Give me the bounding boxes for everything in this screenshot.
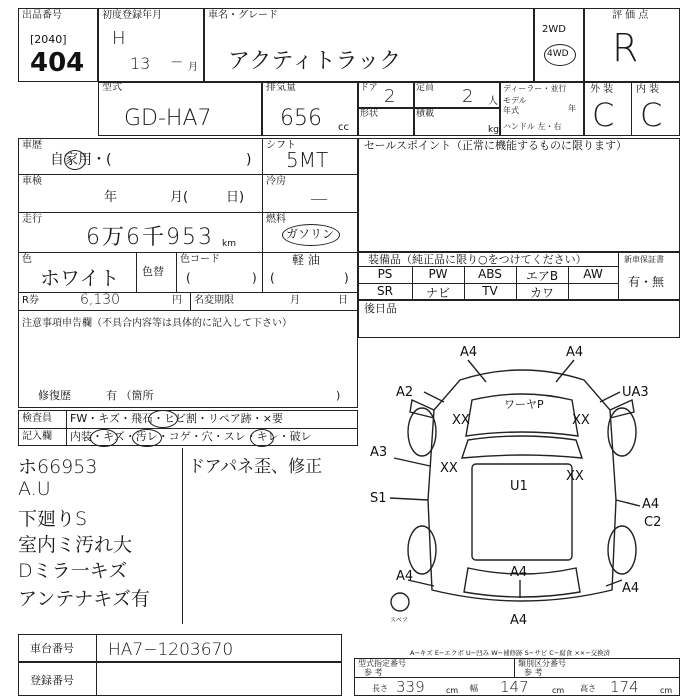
mark-a3: A3: [370, 445, 388, 460]
month-suffix: 月: [188, 62, 198, 73]
inspector-note-3: 下廻りS: [18, 508, 88, 530]
capacity-value: 2: [462, 86, 474, 107]
mark-u1: U1: [510, 479, 528, 494]
int-grade: C: [640, 96, 663, 134]
recycle-label: R券: [22, 295, 39, 306]
history-value: 自家用・(: [50, 152, 112, 168]
inspector-circle-3: [132, 429, 162, 447]
col-line-colorcode: [176, 252, 177, 292]
height-value: 174: [610, 678, 639, 696]
door-label: ドア: [360, 83, 378, 93]
equip-leather: カワ: [529, 286, 554, 300]
width-unit: cm: [552, 686, 565, 695]
cooler-value: —: [310, 188, 328, 209]
inspector-row-1: FW・キズ・飛石・ヒビ割・リペア跡・×要: [70, 412, 283, 425]
name-limit-month: 月: [290, 295, 300, 306]
inspector-note-1: ホ66953: [18, 456, 98, 478]
notes-label: 注意事項申告欄（不具合内容等は具体的に記入して下さい）: [22, 318, 292, 329]
capacity-unit: 人: [488, 96, 498, 107]
fuel-paren-close: ): [344, 271, 349, 285]
width-label: 幅: [470, 684, 478, 693]
length-label: 長さ: [372, 684, 388, 693]
fuel-paren-open: (: [270, 271, 275, 285]
lot-label: 出品番号: [22, 10, 62, 21]
dims-divider: [514, 658, 515, 677]
inspector-note-2: A.U: [18, 478, 51, 500]
model-label: 車名・グレード: [208, 10, 278, 21]
inspection-year: 年: [104, 190, 118, 205]
height-label: 高さ: [580, 684, 596, 693]
equipment-warranty-divider: [618, 252, 619, 300]
int-label: 内 装: [636, 84, 660, 95]
spare-label: スペア: [390, 617, 409, 624]
category-label: 類別区分番号: [518, 659, 566, 668]
ext-grade: C: [592, 96, 615, 134]
inspector-label-2: 記入欄: [22, 431, 52, 442]
mark-front-right: A4: [566, 345, 584, 360]
fuel-value: ガソリン: [286, 227, 335, 241]
lot-sub: [2040]: [30, 33, 67, 46]
diagram-legend: A−キズ E−エクボ U−凹み W−補修跡 S−サビ C−腐食 ××−交換済: [410, 649, 611, 657]
mark-a2: A2: [396, 385, 414, 400]
repair-label: 修復歴: [38, 389, 71, 402]
aftermarket-box: [358, 300, 680, 338]
color-change-label: 色替: [142, 265, 164, 278]
year-unit: 年: [568, 104, 576, 113]
inspection-day: 日): [226, 190, 245, 205]
length-value: 339: [396, 678, 425, 696]
repair-close: ): [336, 389, 341, 402]
mileage-unit: km: [222, 239, 236, 249]
disp-label: 排気量: [266, 82, 296, 93]
repair-value: 有 （箇所: [106, 389, 154, 402]
equip-airbag: エアB: [525, 269, 559, 283]
drive-2wd: 2WD: [542, 24, 566, 35]
row-line-4: [18, 292, 358, 293]
shift-label: シフト: [266, 140, 296, 151]
capacity-label: 定員: [416, 83, 435, 93]
equip-sr: SR: [377, 284, 393, 298]
dealer-label: ディーラー・並行: [503, 84, 567, 93]
mark-wiper: ワーヤP: [504, 398, 544, 411]
inspector-mid: [18, 428, 358, 429]
history-label: 車歴: [22, 140, 42, 151]
model-year-label: モデル 年式: [503, 96, 527, 115]
grade-label: 評 価 点: [612, 10, 649, 21]
name-limit-day: 日: [338, 295, 348, 306]
inspector-circle-1: [148, 410, 178, 428]
fuel-circle: [282, 224, 340, 246]
mark-a4-right: A4: [642, 497, 660, 512]
col-line-namelimit: [190, 292, 191, 310]
width-value: 147: [500, 678, 529, 696]
mileage-value: 6万6千953: [86, 225, 214, 250]
first-reg-label: 初度登録年月: [102, 10, 162, 21]
color-paren-open: (: [186, 271, 191, 285]
mark-a4-bed: A4: [510, 565, 528, 580]
row-line-1: [18, 174, 358, 175]
drive-4wd: 4WD: [547, 49, 569, 59]
mark-c2: C2: [644, 515, 662, 530]
designation-label: 型式指定番号: [358, 659, 406, 668]
equip-ps: PS: [377, 267, 393, 281]
row-line-2: [18, 212, 358, 213]
inspector-note-right: ドアパネ歪、修正: [188, 457, 323, 477]
name-limit-label: 名変期限: [194, 295, 234, 306]
recycle-unit: 円: [172, 295, 182, 306]
inspector-vertical-rule: [182, 448, 183, 624]
inspector-note-5: Dミラ一キズ: [18, 560, 128, 582]
car-diagram: [360, 340, 690, 630]
chassis-label: 車台番号: [30, 642, 74, 655]
inspector-note-4: 室内ミ汚れ大: [18, 534, 133, 556]
type-value: GD-HA7: [124, 106, 212, 131]
color-paren-close: ): [252, 271, 257, 285]
inspector-note-6: アンテナキズ有: [18, 588, 150, 610]
ext-label: 外 装: [590, 84, 614, 95]
door-value: 2: [384, 86, 396, 107]
mark-a4-rear-right: A4: [622, 581, 640, 596]
mark-a4-rear-left: A4: [396, 569, 414, 584]
col-line-shift: [262, 138, 263, 292]
inspector-circle-4: [250, 429, 274, 447]
mileage-label: 走行: [22, 214, 42, 225]
load-label: 積載: [416, 109, 435, 119]
aftermarket-label: 後日品: [364, 302, 397, 315]
inspector-circle-2: [90, 429, 118, 447]
equipment-label: 装備品（純正品に限り○をつけてください）: [368, 253, 587, 266]
disp-value: 656: [280, 106, 322, 131]
mark-front-left: A4: [460, 345, 478, 360]
year: 13: [130, 54, 151, 73]
mark-a4-bottom: A4: [510, 613, 528, 628]
inspector-label-1: 検査員: [22, 413, 52, 424]
era: H: [112, 28, 126, 49]
mark-xx-upper-right: XX: [572, 413, 590, 428]
history-close: ): [246, 152, 252, 168]
inspector-divider: [66, 410, 67, 446]
row-line-5: [18, 310, 358, 311]
ext-int-divider: [631, 82, 632, 136]
sales-label: セールスポイント（正常に機能するものに限ります）: [364, 139, 628, 152]
equip-pw: PW: [428, 267, 448, 281]
handle-label: ハンドル 左・右: [503, 122, 562, 131]
reg-label: 登録番号: [30, 674, 74, 687]
cooler-label: 冷房: [266, 176, 286, 187]
history-circle: [64, 150, 86, 170]
equip-aw: AW: [583, 267, 603, 281]
category-ref: 参 考: [524, 668, 543, 677]
length-unit: cm: [446, 686, 459, 695]
inspection-month: 月(: [170, 190, 189, 205]
lot-number: 404: [30, 48, 85, 78]
mark-xx-upper-left: XX: [452, 413, 470, 428]
fuel-alt: 軽 油: [292, 253, 320, 267]
color-value: ホワイト: [40, 266, 120, 290]
type-label: 型式: [102, 82, 122, 93]
equip-tv: TV: [482, 284, 498, 298]
warranty-label: 新車保証書: [624, 255, 664, 264]
sales-box: [358, 138, 680, 252]
fuel-label: 燃料: [266, 214, 286, 225]
height-unit: cm: [660, 686, 673, 695]
warranty-value: 有・無: [628, 275, 665, 289]
mark-xx-mid-right: XX: [566, 469, 584, 484]
grade-value: R: [612, 26, 639, 70]
inspector-row-2: 内装・キズ・汚レ・コゲ・穴・スレ・キレ・破レ: [70, 430, 312, 443]
inspection-label: 車検: [22, 176, 42, 187]
color-label: 色: [22, 254, 32, 265]
equip-abs: ABS: [478, 267, 502, 281]
col-line-colorchange: [136, 252, 137, 292]
mark-s1: S1: [370, 491, 387, 506]
color-code-label: 色コード: [180, 254, 220, 265]
mark-xx-mid-left: XX: [440, 461, 458, 476]
disp-unit: cc: [338, 122, 349, 133]
designation-ref: 参 考: [364, 668, 383, 677]
car-name: アクティトラック: [228, 49, 402, 74]
month-dash: −: [170, 52, 184, 71]
recycle-value: 6,130: [80, 292, 121, 308]
mark-ua3: UA3: [622, 385, 649, 400]
shape-label: 形状: [360, 109, 379, 119]
chassis-value: HA7−1203670: [108, 640, 234, 660]
load-unit: kg: [488, 125, 499, 135]
equip-navi: ナビ: [425, 286, 450, 300]
shift-value: 5MT: [286, 148, 329, 172]
